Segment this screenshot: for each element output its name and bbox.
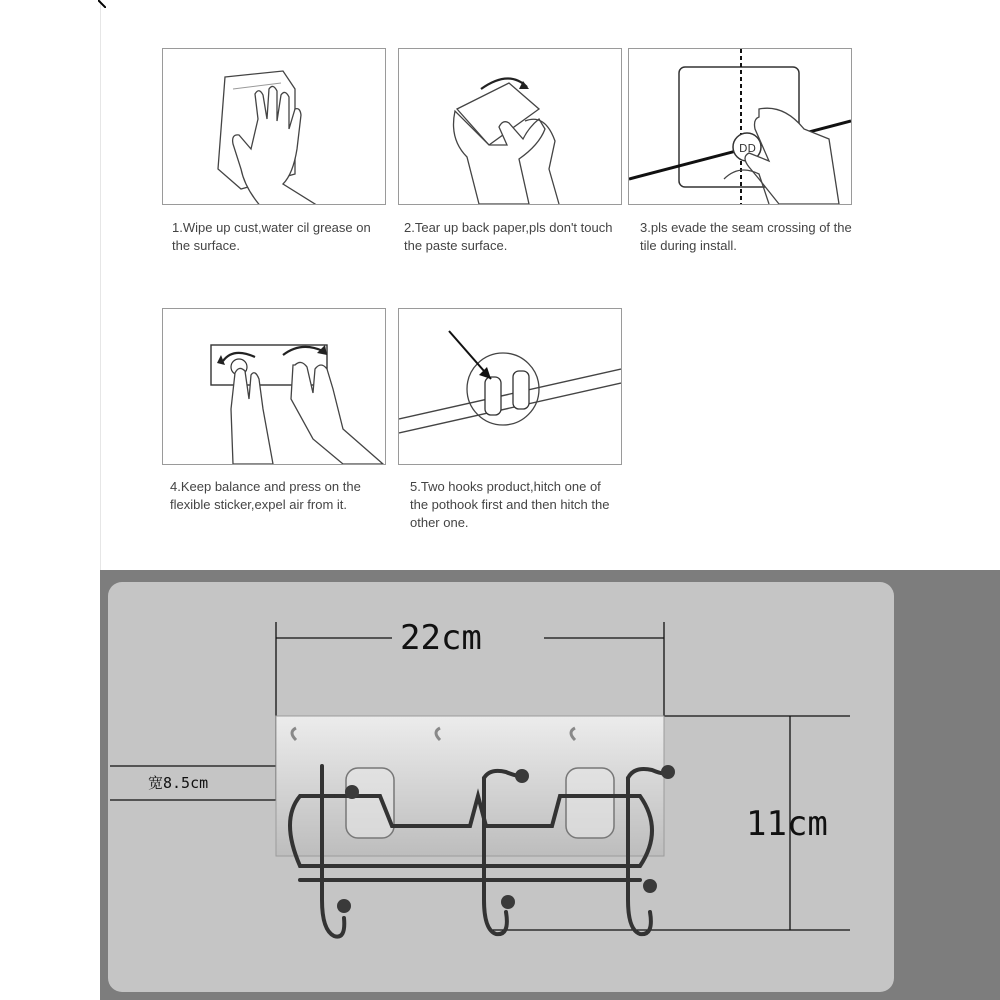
step-2-caption: 2.Tear up back paper,pls don't touch the paste surface. <box>404 220 613 253</box>
svg-text:DD: DD <box>739 142 756 155</box>
height-dimension-label: 11cm <box>746 804 828 844</box>
step-4-caption: 4.Keep balance and press on the flexible sticker,expel air from it. <box>170 479 361 512</box>
step-1-caption: 1.Wipe up cust,water cil grease on the surface. <box>172 220 371 253</box>
width-dimension-label: 22cm <box>400 618 482 658</box>
step-3-caption: 3.pls evade the seam crossing of the tile during install. <box>640 220 852 253</box>
step-5-caption: 5.Two hooks product,hitch one of the pothook first and then hitch the other one. <box>410 479 610 530</box>
depth-dimension-label: 宽8.5cm <box>148 774 209 792</box>
